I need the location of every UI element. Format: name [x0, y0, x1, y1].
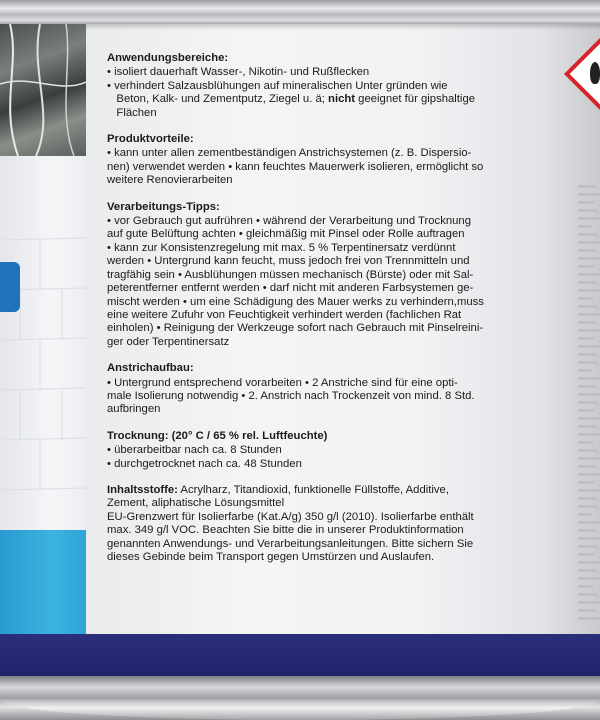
section-trocknung	[107, 430, 567, 471]
text-line: • isoliert dauerhaft Wasser-, Nikotin- und Rußflecken	[107, 66, 370, 79]
text-fragment: Acrylharz, Titandioxid, funktionelle Füllstoffe, Additive,	[177, 483, 449, 496]
section-anstrichaufbau	[107, 362, 567, 417]
section-title: Produktvorteile:	[107, 133, 194, 146]
text-line: einholen) • Reinigung der Werkzeuge sofort nach Gebrauch mit Pinselreini-	[107, 322, 484, 335]
text-line	[107, 93, 567, 106]
text-line: • vor Gebrauch gut aufrühren • während der Verarbeitung und Trocknung	[107, 215, 471, 228]
section-inhaltsstoffe	[107, 484, 567, 564]
text-line: max. 349 g/l VOC. Beachten Sie bitte die in unserer Produktinformation	[107, 524, 464, 537]
brand-letter-fragment	[0, 262, 20, 312]
text-line: nen) verwendet werden • kann feuchtes Mauerwerk isolieren, ermöglicht so	[107, 160, 484, 173]
text-fragment: geeignet für gipshaltige	[355, 93, 476, 106]
text-line: peterentferner entfernt werden • darf nicht mit anderen Farbsystemen ge-	[107, 282, 474, 295]
brick-pattern	[0, 200, 86, 520]
side-small-print	[576, 180, 600, 620]
text-line: werden • Untergrund kann feucht, muss jedoch frei von Trennmitteln und	[107, 255, 470, 268]
label-text-block	[107, 52, 567, 577]
text-line: weitere Renovierarbeiten	[107, 174, 233, 187]
section-title: Trocknung: (20° C / 65 % rel. Luftfeuchte)	[107, 429, 328, 442]
text-line: dieses Gebinde beim Transport gegen Umstürzen und Auslaufen.	[107, 551, 435, 563]
can-navy-band	[0, 634, 600, 676]
text-line: eine weitere Zufuhr von Feuchtigkeit verhindert werden (fachlichen Rat	[107, 308, 462, 321]
section-title: Inhaltsstoffe:	[107, 483, 178, 496]
can-top-rim	[0, 0, 600, 24]
text-fragment: Beton, Kalk- und Zementputz, Ziegel u. ä;	[107, 93, 329, 106]
label-blue-band	[0, 530, 86, 634]
section-produktvorteile	[107, 133, 567, 188]
text-line: Zement, aliphatische Lösungsmittel	[107, 497, 285, 510]
text-line: • kann zur Konsistenzregelung mit max. 5 % Terpentinersatz verdünnt	[107, 241, 456, 254]
text-line: • kann unter allen zementbeständigen Anstrichsystemen (z. B. Dispersio-	[107, 147, 472, 160]
text-line	[107, 484, 567, 497]
section-title: Anstrichaufbau:	[107, 362, 194, 375]
fence-wire-graphic	[0, 24, 86, 156]
text-line: • Untergrund entsprechend vorarbeiten • 2 Anstriche sind für eine opti-	[107, 376, 458, 389]
section-title: Verarbeitungs-Tipps:	[107, 200, 220, 213]
text-line: aufbringen	[107, 403, 161, 416]
text-line: mischt werden • um eine Schädigung des Mauer werks zu verhindern,muss	[107, 295, 484, 308]
section-anwendungsbereiche	[107, 52, 567, 120]
text-line: Flächen	[107, 106, 157, 119]
text-line: male Isolierung notwendig • 2. Anstrich nach Trockenzeit von mind. 8 Std.	[107, 389, 475, 402]
section-title: Anwendungsbereiche:	[107, 52, 229, 64]
flame-icon	[590, 62, 600, 84]
text-line: • verhindert Salzausblühungen auf mineralischen Unter gründen wie	[107, 79, 448, 92]
text-line: EU-Grenzwert für Isolierfarbe (Kat.A/g) 350 g/l (2010). Isolierfarbe enthält	[107, 510, 474, 523]
text-line: • überarbeitbar nach ca. 8 Stunden	[107, 444, 282, 457]
emphasis-word: nicht	[328, 93, 356, 106]
text-line: • durchgetrocknet nach ca. 48 Stunden	[107, 457, 302, 470]
text-line: auf gute Belüftung achten • gleichmäßig mit Pinsel oder Rolle auftragen	[107, 228, 465, 241]
text-line: ger oder Terpentinersatz	[107, 335, 230, 348]
text-line: genannten Anwendungs- und Verarbeitungsanleitungen. Bitte sichern Sie	[107, 537, 474, 550]
rim-shadow	[0, 24, 600, 30]
section-verarbeitungs-tipps	[107, 201, 567, 349]
text-line: tragfähig sein • Ausblühungen müssen mechanisch (Bürste) oder mit Sal-	[107, 268, 474, 281]
